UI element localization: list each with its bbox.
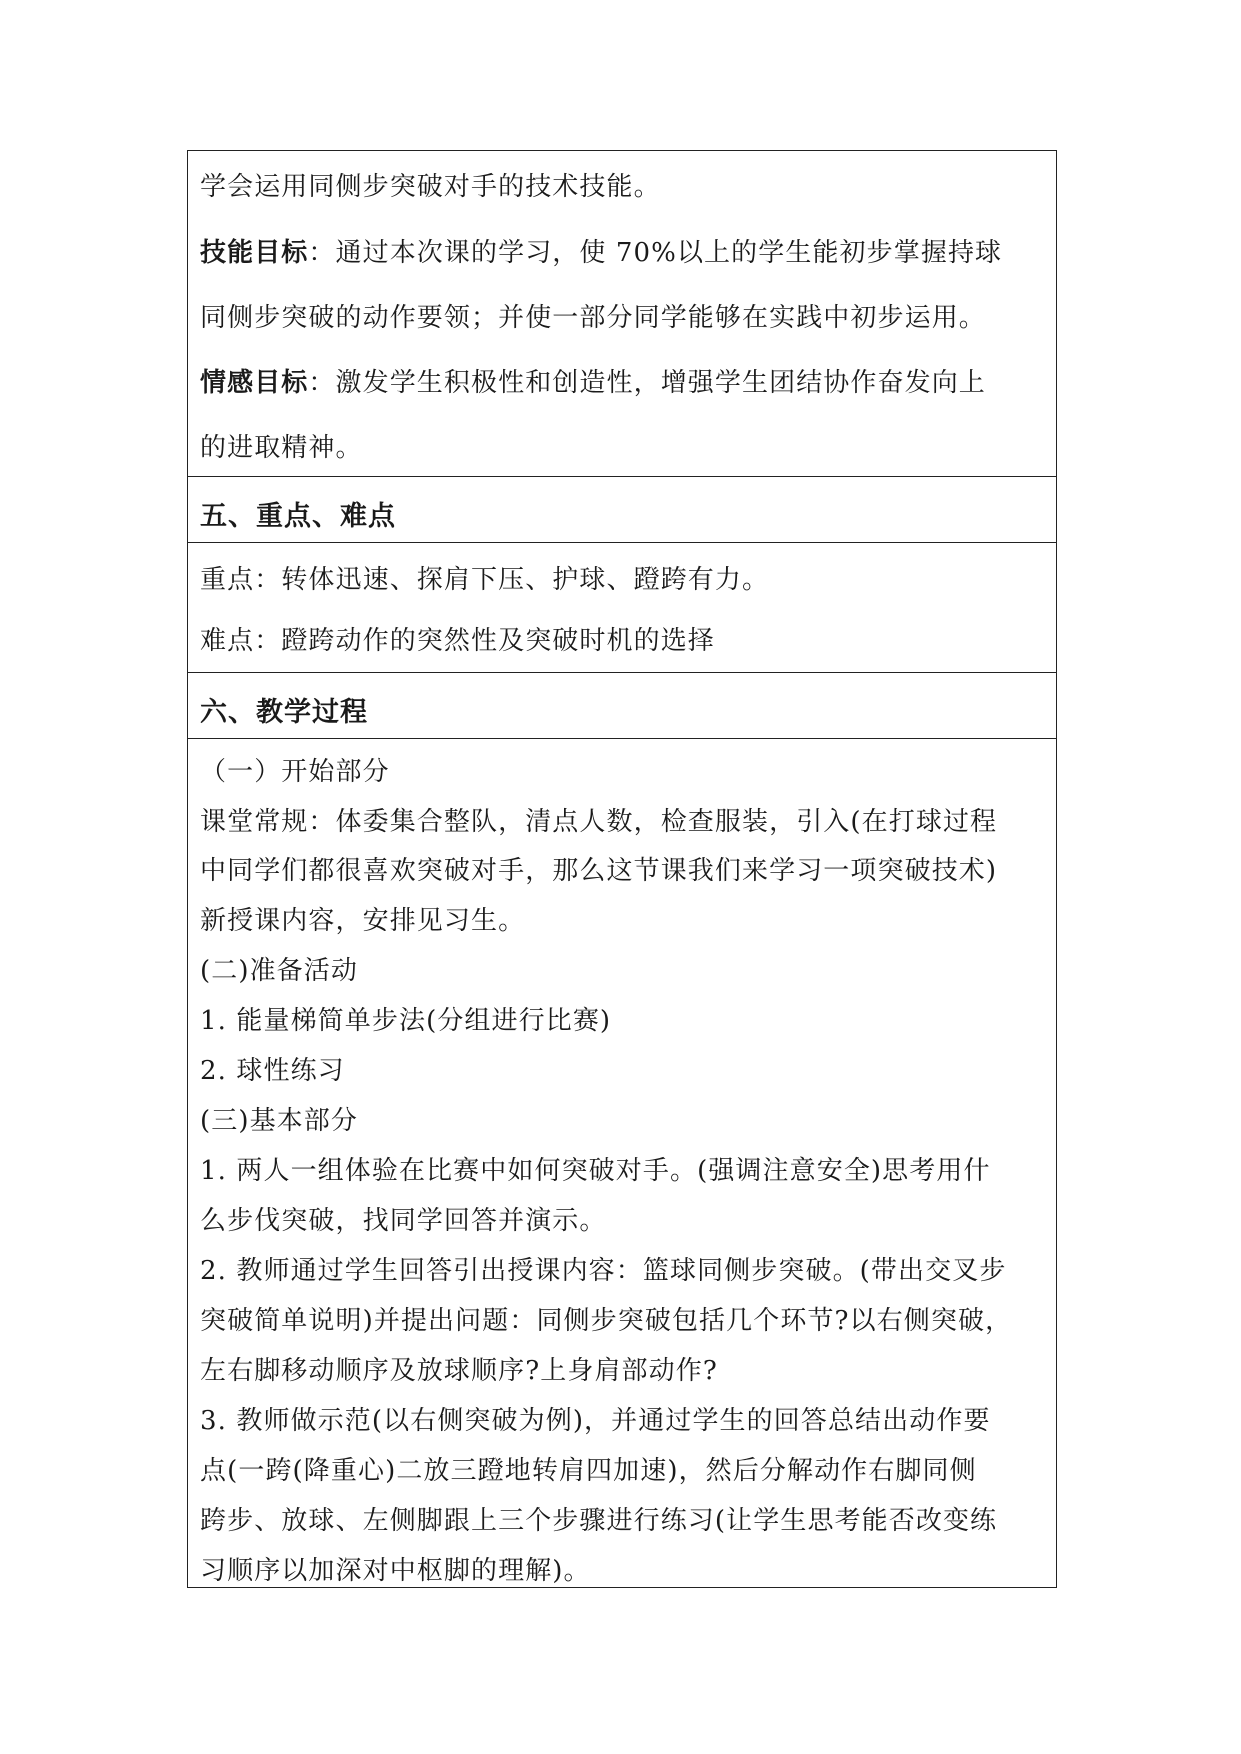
objectives-cell [188,151,1056,476]
process-line: 左右脚移动顺序及放球顺序?上身肩部动作? [200,1356,718,1386]
objective-line-1: 学会运用同侧步突破对手的技术技能。 [200,172,661,202]
process-line: 2. 教师通过学生回答引出授课内容：篮球同侧步突破。(带出交叉步 [200,1256,1007,1286]
emotion-objective-line-2: 的进取精神。 [200,433,363,463]
difficulty-line: 难点：蹬跨动作的突然性及突破时机的选择 [200,626,715,656]
process-line: (三)基本部分 [200,1106,358,1136]
section-5-heading-cell [188,476,1056,542]
section-6-content-cell [188,738,1056,1587]
key-point-line: 重点：转体迅速、探肩下压、护球、蹬跨有力。 [200,565,770,595]
emotion-objective-text-1: ：激发学生积极性和创造性，增强学生团结协作奋发向上 [308,368,986,398]
skill-objective-text-1: ：通过本次课的学习，使 70%以上的学生能初步掌握持球 [308,238,1003,268]
lesson-plan-table [187,150,1057,1588]
process-line: 么步伐突破，找同学回答并演示。 [200,1206,607,1236]
emotion-objective-line-1 [200,362,1044,399]
process-line: 中同学们都很喜欢突破对手，那么这节课我们来学习一项突破技术) [200,856,998,886]
process-line: 2. 球性练习 [200,1056,345,1086]
process-line: (二)准备活动 [200,956,358,986]
process-line: 3. 教师做示范(以右侧突破为例)，并通过学生的回答总结出动作要 [200,1406,991,1436]
process-line: 习顺序以加深对中枢脚的理解)。 [200,1556,591,1586]
process-line: 新授课内容，安排见习生。 [200,906,526,936]
process-line: 1. 能量梯简单步法(分组进行比赛) [200,1006,612,1036]
process-line: 跨步、放球、左侧脚跟上三个步骤进行练习(让学生思考能否改变练 [200,1506,998,1536]
section-5-heading: 五、重点、难点 [200,501,396,532]
section-6-heading-cell [188,672,1056,738]
process-line: （一）开始部分 [200,757,390,787]
process-line: 1. 两人一组体验在比赛中如何突破对手。(强调注意安全)思考用什 [200,1156,991,1186]
skill-objective-line-1 [200,232,1044,269]
process-line: 课堂常规：体委集合整队，清点人数，检查服装，引入(在打球过程 [200,807,998,837]
skill-objective-line-2: 同侧步突破的动作要领；并使一部分同学能够在实践中初步运用。 [200,303,986,333]
process-line: 突破简单说明)并提出问题：同侧步突破包括几个环节?以右侧突破， [200,1306,1013,1336]
process-line: 点(一跨(降重心)二放三蹬地转肩四加速)，然后分解动作右脚同侧 [200,1456,977,1486]
section-5-content-cell [188,542,1056,672]
section-6-heading: 六、教学过程 [200,697,368,728]
skill-objective-label: 技能目标 [200,238,309,268]
emotion-objective-label: 情感目标 [200,368,309,398]
